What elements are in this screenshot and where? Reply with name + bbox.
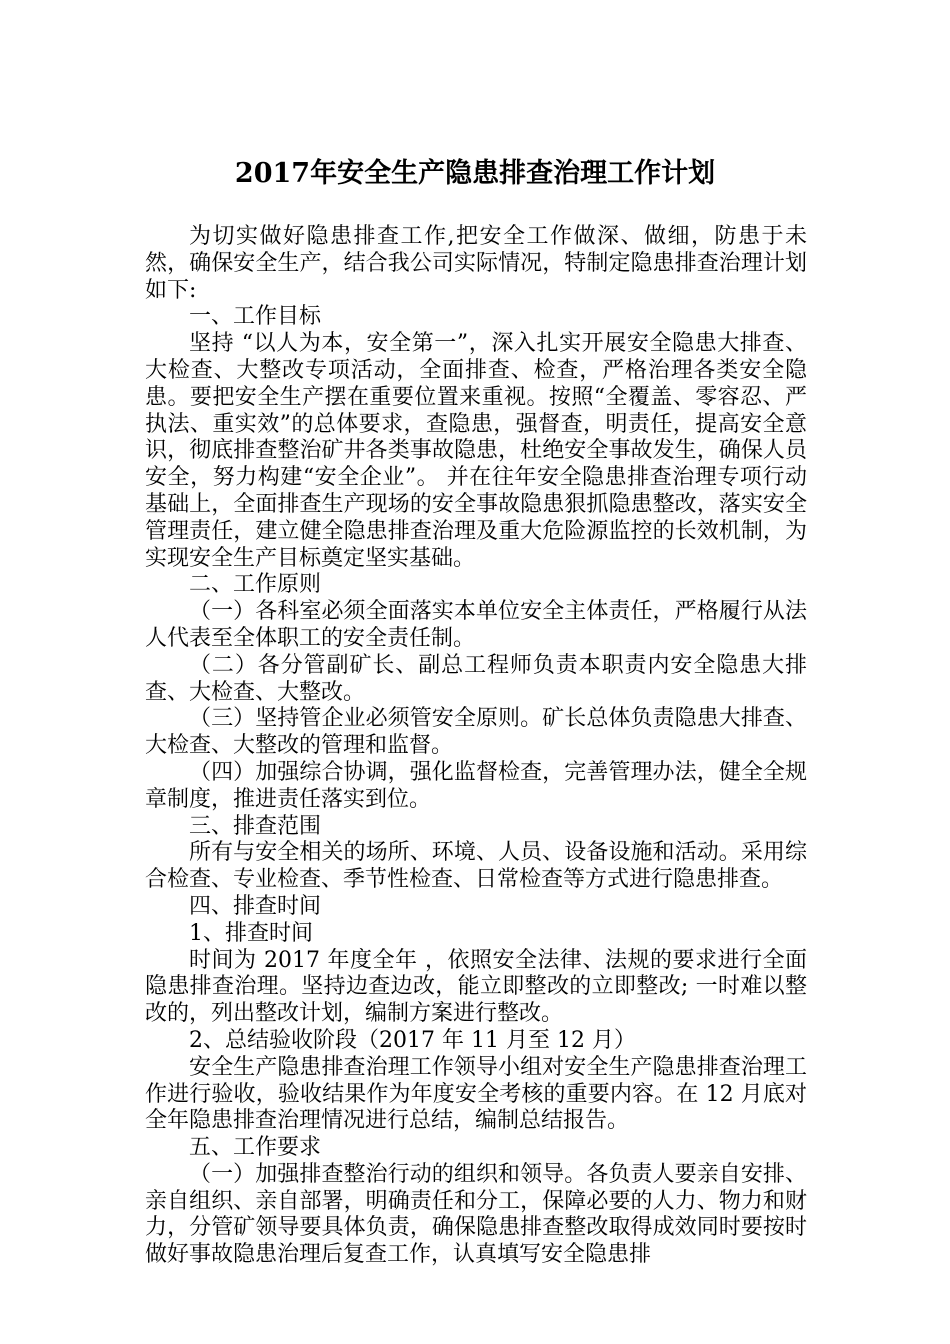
subheading-schedule-1: 1、排查时间 (189, 920, 313, 946)
heading-work-goal: 一、工作目标 (189, 304, 322, 330)
paragraph-principle-2: （二）各分管副矿长、副总工程师负责本职责内安全隐患大排查、大检查、大整改。 (145, 652, 807, 705)
paragraph-scope: 所有与安全相关的场所、环境、人员、设备设施和活动。采用综合检查、专业检查、季节性检查、日常检查等方式进行隐患排查。 (145, 840, 807, 893)
paragraph-requirement-1: （一）加强排查整治行动的组织和领导。各负责人要亲自安排、亲自组织、亲自部署，明确责任和分工，保障必要的人力、物力和财力，分管矿领导要具体负责，确保隐患排查整改取得成效同时要按时做好事故隐患治理后复查工作，认真填写安全隐患排 (145, 1161, 807, 1268)
document-title: 2017年安全生产隐患排查治理工作计划 (234, 158, 716, 189)
paragraph-principle-4: （四）加强综合协调，强化监督检查，完善管理办法，健全全规章制度，推进责任落实到位。 (145, 759, 807, 812)
heading-schedule: 四、排查时间 (189, 893, 322, 919)
subheading-schedule-2: 2、总结验收阶段（2017 年 11 月至 12 月） (189, 1027, 636, 1053)
heading-requirements: 五、工作要求 (189, 1135, 322, 1161)
heading-work-principle: 二、工作原则 (189, 572, 322, 598)
paragraph-principle-3: （三）坚持管企业必须管安全原则。矿长总体负责隐患大排查、大检查、大整改的管理和监督。 (145, 706, 807, 759)
paragraph-work-goal: 坚持 “以人为本，安全第一”，深入扎实开展安全隐患大排查、大检查、大整改专项活动，全面排查、检查，严格治理各类安全隐患。要把安全生产摆在重要位置来重视。按照“全覆盖、零容忍、严执法、重实效”的总体要求，查隐患，强督查，明责任，提高安全意识，彻底排查整治矿井各类事故隐患，杜绝安全事故发生，确保人员安全，努力构建“安全企业”。 并在往年安全隐患排查治理专项行动基础上，全面排查生产现场的安全事故隐患狠抓隐患整改，落实安全管理责任，建立健全隐患排查治理及重大危险源监控的长效机制，为实现安全生产目标奠定坚实基础。 (145, 331, 807, 571)
paragraph-schedule-2: 安全生产隐患排查治理工作领导小组对安全生产隐患排查治理工作进行验收，验收结果作为年度安全考核的重要内容。在 12 月底对全年隐患排查治理情况进行总结，编制总结报告。 (145, 1054, 807, 1134)
document-body (145, 224, 807, 1269)
paragraph-schedule-1: 时间为 2017 年度全年 ，依照安全法律、法规的要求进行全面隐患排查治理。坚持边查边改，能立即整改的立即整改; 一时难以整改的，列出整改计划，编制方案进行整改。 (145, 947, 807, 1027)
heading-scope: 三、排查范围 (189, 813, 322, 839)
paragraph-principle-1: （一）各科室必须全面落实本单位安全主体责任，严格履行从法人代表至全体职工的安全责任制。 (145, 599, 807, 651)
paragraph-intro: 为切实做好隐患排查工作,把安全工作做深、做细，防患于未然，确保安全生产，结合我公司实际情况，特制定隐患排查治理计划如下: (145, 224, 807, 303)
